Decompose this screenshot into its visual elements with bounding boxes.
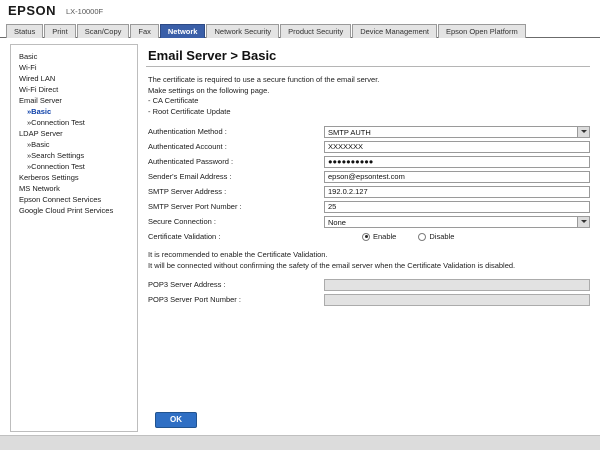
sidebar-item-connection-test[interactable]: »Connection Test xyxy=(27,118,85,127)
brand-bar xyxy=(0,0,600,23)
chevron-down-icon[interactable] xyxy=(577,217,589,227)
authentication-method-select[interactable] xyxy=(324,126,590,138)
form-row xyxy=(146,170,590,183)
sidebar-item-wi-fi[interactable]: Wi-Fi xyxy=(19,63,37,72)
pop3-server-port-number-input xyxy=(324,294,590,306)
sidebar-item-ms-network[interactable]: MS Network xyxy=(19,184,60,193)
authentication-method-label: Authentication Method : xyxy=(148,127,227,136)
sidebar-nav-list xyxy=(11,51,137,216)
sidebar-item-basic[interactable]: »Basic xyxy=(27,107,52,116)
authenticated-account-label: Authenticated Account : xyxy=(148,142,227,151)
sidebar xyxy=(10,44,138,432)
printer-model-label: LX-10000F xyxy=(66,7,104,16)
description-line: The certificate is required to use a secure function of the email server. xyxy=(148,75,380,84)
radio-option-disable[interactable] xyxy=(418,232,454,241)
sidebar-item-wired-lan[interactable]: Wired LAN xyxy=(19,74,56,83)
smtp-server-port-number-control xyxy=(324,201,590,213)
tab-print[interactable]: Print xyxy=(44,24,75,38)
tab-device-management[interactable]: Device Management xyxy=(352,24,437,38)
sidebar-item-epson-connect-services[interactable]: Epson Connect Services xyxy=(19,195,102,204)
footer-bar xyxy=(0,435,600,450)
form-row xyxy=(146,278,590,291)
certificate-validation-radio-group[interactable] xyxy=(324,232,590,241)
authenticated-password-control xyxy=(324,156,590,168)
description-line: Make settings on the following page. xyxy=(148,85,270,95)
sidebar-item-basic[interactable]: Basic xyxy=(19,52,38,61)
note-line: It will be connected without confirming the safety of the email server when the Certificate Validation is disabled. xyxy=(148,260,516,270)
tab-network[interactable]: Network xyxy=(160,24,206,38)
smtp-server-address-input[interactable] xyxy=(324,186,590,198)
tab-epson-open-platform[interactable]: Epson Open Platform xyxy=(438,24,526,38)
page-title: Email Server > Basic xyxy=(148,48,277,63)
pop3-form xyxy=(146,278,590,306)
authenticated-password-label: Authenticated Password : xyxy=(148,157,234,166)
sidebar-item-connection-test[interactable]: »Connection Test xyxy=(27,162,85,171)
sidebar-item-kerberos-settings[interactable]: Kerberos Settings xyxy=(19,173,79,182)
form-row xyxy=(146,293,590,306)
page-description xyxy=(146,75,590,117)
main-content xyxy=(146,44,590,308)
sidebar-item-google-cloud-print-services[interactable]: Google Cloud Print Services xyxy=(19,206,114,215)
authenticated-password-input[interactable] xyxy=(324,156,590,168)
certificate-validation-row xyxy=(146,230,590,243)
authenticated-account-input[interactable] xyxy=(324,141,590,153)
tab-product-security[interactable]: Product Security xyxy=(280,24,351,38)
sidebar-item-search-settings[interactable]: »Search Settings xyxy=(27,151,85,160)
pop3-server-address-input xyxy=(324,279,590,291)
smtp-server-port-number-label: SMTP Server Port Number : xyxy=(148,202,242,211)
smtp-server-port-number-input[interactable] xyxy=(324,201,590,213)
sidebar-item-basic[interactable]: »Basic xyxy=(27,140,50,149)
radio-label: Disable xyxy=(429,232,455,241)
radio-button-icon[interactable] xyxy=(362,233,370,241)
senders-email-address-input[interactable] xyxy=(324,171,590,183)
tab-list xyxy=(6,22,527,38)
tab-network-security[interactable]: Network Security xyxy=(206,24,279,38)
secure-connection-selected-value: None xyxy=(328,217,346,227)
secure-connection-select[interactable] xyxy=(324,216,590,228)
ok-button[interactable]: OK xyxy=(155,412,197,428)
form-row xyxy=(146,200,590,213)
sidebar-item-wi-fi-direct[interactable]: Wi-Fi Direct xyxy=(19,85,59,94)
tab-bar xyxy=(0,22,600,38)
tab-status[interactable]: Status xyxy=(6,24,43,38)
smtp-server-address-control xyxy=(324,186,590,198)
tab-fax[interactable]: Fax xyxy=(130,24,159,38)
authentication-method-selected-value: SMTP AUTH xyxy=(328,127,371,137)
secure-connection-label: Secure Connection : xyxy=(148,217,216,226)
form-row xyxy=(146,185,590,198)
tab-scan-copy[interactable]: Scan/Copy xyxy=(77,24,130,38)
authentication-method-control xyxy=(324,126,590,138)
smtp-server-address-label: SMTP Server Address : xyxy=(148,187,227,196)
senders-email-address-label: Sender's Email Address : xyxy=(148,172,232,181)
certificate-validation-label: Certificate Validation : xyxy=(148,232,221,241)
radio-option-enable[interactable] xyxy=(362,232,396,241)
pop3-server-address-label: POP3 Server Address : xyxy=(148,280,226,289)
radio-button-icon[interactable] xyxy=(418,233,426,241)
ok-button-wrap xyxy=(155,412,197,428)
authenticated-account-control xyxy=(324,141,590,153)
pop3-server-address-control xyxy=(324,279,590,291)
title-divider xyxy=(146,66,590,67)
pop3-server-port-number-label: POP3 Server Port Number : xyxy=(148,295,241,304)
note-line: It is recommended to enable the Certificate Validation. xyxy=(148,250,328,259)
certificate-validation-note xyxy=(146,250,590,271)
description-line: - Root Certificate Update xyxy=(148,106,231,116)
form-row xyxy=(146,125,590,138)
form-row xyxy=(146,155,590,168)
epson-logo: EPSON xyxy=(8,3,57,18)
description-line: - CA Certificate xyxy=(148,96,199,105)
pop3-server-port-number-control xyxy=(324,294,590,306)
senders-email-address-control xyxy=(324,171,590,183)
radio-label: Enable xyxy=(373,232,397,241)
sidebar-item-email-server[interactable]: Email Server xyxy=(19,96,62,105)
form-row xyxy=(146,140,590,153)
secure-connection-control xyxy=(324,216,590,228)
form-row xyxy=(146,215,590,228)
chevron-down-icon[interactable] xyxy=(577,127,589,137)
email-server-form xyxy=(146,125,590,228)
sidebar-item-ldap-server[interactable]: LDAP Server xyxy=(19,129,63,138)
